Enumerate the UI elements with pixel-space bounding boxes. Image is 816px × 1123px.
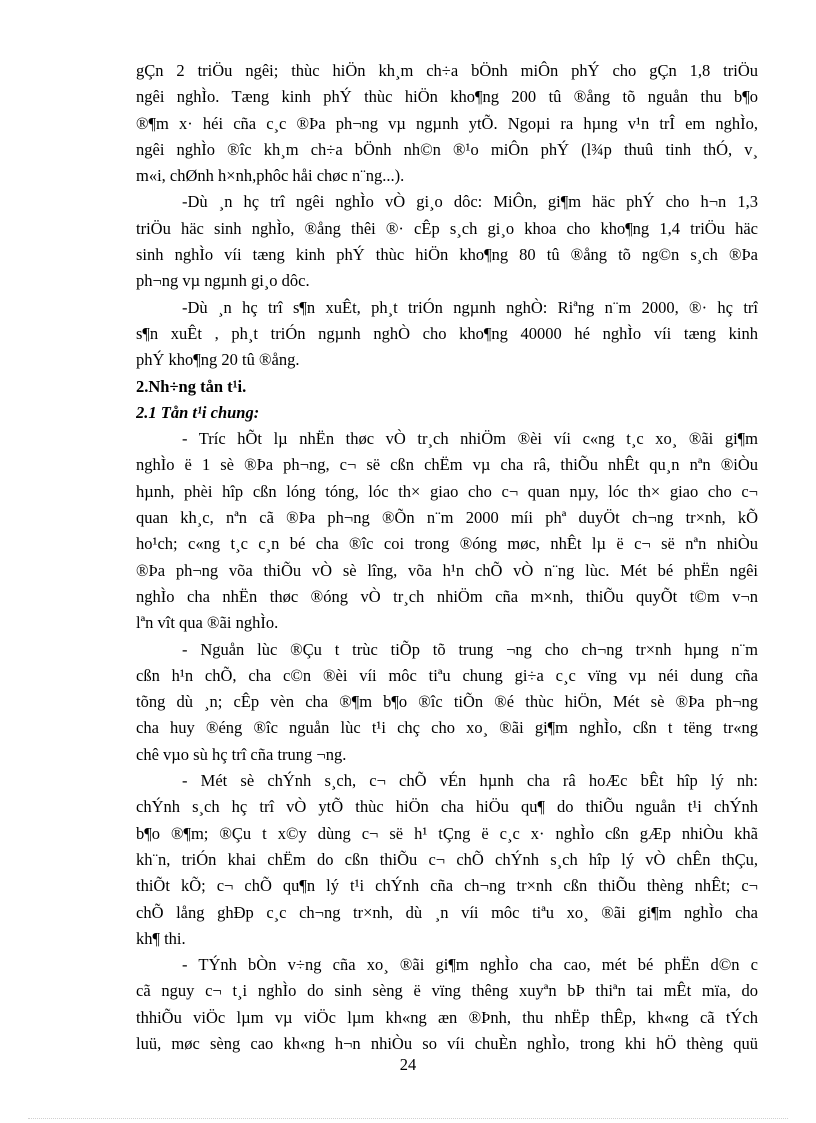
text-line: ngêi nghÌo. Tæng kinh phÝ thùc hiÖn kho¶ng 200 tû ®ång tõ nguån thu b¶o [136, 87, 758, 107]
text-line: gÇn 2 triÖu ngêi; thùc hiÖn kh¸m ch÷a bÖnh miÔn phÝ cho gÇn 1,8 triÖu [136, 61, 758, 80]
text-line: - TÝnh bÒn v÷ng cña xo¸ ®ãi gi¶m nghÌo cha cao, mét bé phËn d©n c [182, 955, 758, 975]
text-line: ®¶m x· héi cña c¸c ®Þa ph¬ng vµ ngµnh ytÕ. Ngoµi ra hµng v¹n trÎ em nghÌo, [136, 113, 758, 133]
text-line: kh¨n, triÓn khai chËm do cßn thiÕu c¬ chÕ chÝnh s¸ch hîp lý vÒ chÊn thÇu, [136, 849, 758, 869]
text-line: triÖu häc sinh nghÌo, ®ång thêi ®· cÊp s¸ch gi¸o khoa cho kho¶ng 1,4 triÖu häc [136, 218, 758, 238]
text-line: sinh nghÌo víi tæng kinh phÝ thùc hiÖn kho¶ng 80 tû ®ång tõ ng©n s¸ch ®Þa [136, 245, 758, 265]
text-line: b¶o ®¶m; ®Çu t x©y dùng c¬ së h¹ tÇng ë c¸c x· nghÌo cßn gÆp nhiÒu khã [136, 823, 758, 843]
text-line: m«i, chØnh h×nh,phôc håi chøc n¨ng...). [136, 166, 405, 186]
text-line: -Dù ¸n hç trî s¶n xuÊt, ph¸t triÓn ngµnh nghÒ: Riªng n¨m 2000, ®· hç trî [182, 297, 758, 317]
page-bottom-divider [28, 1118, 788, 1119]
section-heading: 2.Nh÷ng tån t¹i. [136, 376, 247, 396]
text-line: cha huy ®éng ®îc nguån lùc t¹i chç cho xo¸ ®ãi gi¶m nghÌo, cßn t tëng tr«ng [136, 718, 758, 738]
text-line: chÝnh s¸ch hç trî vÒ ytÕ thùc hiÖn cha hiÖu qu¶ do thiÕu nguån t¹i chÝnh [136, 797, 758, 817]
text-line: lªn vît qua ®ãi nghÌo. [136, 613, 279, 633]
subsection-heading: 2.1 Tån t¹i chung: [136, 402, 260, 422]
text-line: thhiÕu viÖc lµm vµ viÖc lµm kh«ng æn ®Þnh, thu nhËp thÊp, kh«ng cã tÝch [136, 1007, 758, 1027]
document-body [136, 58, 758, 1057]
text-line: -Dù ¸n hç trî ngêi nghÌo vÒ gi¸o dôc: MiÔn, gi¶m häc phÝ cho h¬n 1,3 [182, 192, 758, 212]
text-line: phÝ kho¶ng 20 tû ®ång. [136, 350, 300, 370]
text-line: ngêi nghÌo ®îc kh¸m ch÷a bÖnh nh©n ®¹o miÔn phÝ (l¾p thuû tinh thÓ, v¸ [136, 139, 758, 159]
text-line: tõng dù ¸n; cÊp vèn cha ®¶m b¶o ®îc tiÕn ®é thùc hiÖn, Mét sè ®Þa ph¬ng [136, 692, 758, 712]
text-line: - Tríc hÕt lµ nhËn thøc vÒ tr¸ch nhiÖm ®èi víi c«ng t¸c xo¸ ®ãi gi¶m [182, 429, 758, 449]
text-line: ®Þa ph¬ng võa thiÕu vÒ sè lîng, võa h¹n chÕ vÒ n¨ng lùc. Mét bé phËn ngêi [136, 560, 758, 580]
text-line: thiÕt kÕ; c¬ chÕ qu¶n lý t¹i chÝnh cña ch¬ng tr×nh cßn thiÕu thèng nhÊt; c¬ [136, 876, 758, 896]
text-line: chê vµo sù hç trî cña trung ¬ng. [136, 744, 347, 764]
text-line: s¶n xuÊt , ph¸t triÓn ngµnh nghÒ cho kho¶ng 40000 hé nghÌo víi tæng kinh [136, 323, 758, 343]
text-line: ho¹ch; c«ng t¸c c¸n bé cha ®îc coi trong ®óng møc, nhÊt lµ ë c¬ së nªn nhiÒu [136, 534, 758, 554]
text-line: nghÌo ë 1 sè ®Þa ph¬ng, c¬ së cßn chËm vµ cha râ, thiÕu nhÊt qu¸n nªn ®iÒu [136, 455, 758, 475]
text-line: chÕ lång ghÐp c¸c ch¬ng tr×nh, dù ¸n víi môc tiªu xo¸ ®ãi gi¶m nghÌo cha [136, 902, 758, 922]
text-line: ph¬ng vµ ngµnh gi¸o dôc. [136, 271, 310, 291]
text-line: - Nguån lùc ®Çu t trùc tiÕp tõ trung ¬ng cho ch¬ng tr×nh hµng n¨m [182, 639, 758, 659]
text-line: - Mét sè chÝnh s¸ch, c¬ chÕ vÉn hµnh cha râ hoÆc bÊt hîp lý nh: [182, 771, 758, 791]
text-line: cã nguy c¬ t¸i nghÌo do sinh sèng ë vïng thêng xuyªn bÞ thiªn tai mÊt mïa, do [136, 981, 758, 1001]
text-line: kh¶ thi. [136, 928, 186, 948]
text-line: nghÌo cha nhËn thøc ®óng vÒ tr¸ch nhiÖm cña m×nh, thiÕu quyÕt t©m v¬n [136, 586, 758, 606]
text-line: cßn h¹n chÕ, cha c©n ®èi víi môc tiªu chung gi÷a c¸c vïng vµ néi dung cña [136, 665, 758, 685]
text-line: luü, møc sèng cao kh«ng h¬n nhiÒu so víi chuÈn nghÌo, trong khi hÖ thèng quü [136, 1033, 758, 1053]
text-line: quan kh¸c, nªn cã ®Þa ph¬ng ®Õn n¨m 2000 míi phª duyÖt ch¬ng tr×nh, kÕ [136, 508, 758, 528]
page-number: 24 [399, 1055, 417, 1074]
text-line: hµnh, phèi hîp cßn lóng tóng, lóc th× giao cho c¬ quan nµy, lóc th× giao cho c¬ [136, 481, 758, 501]
